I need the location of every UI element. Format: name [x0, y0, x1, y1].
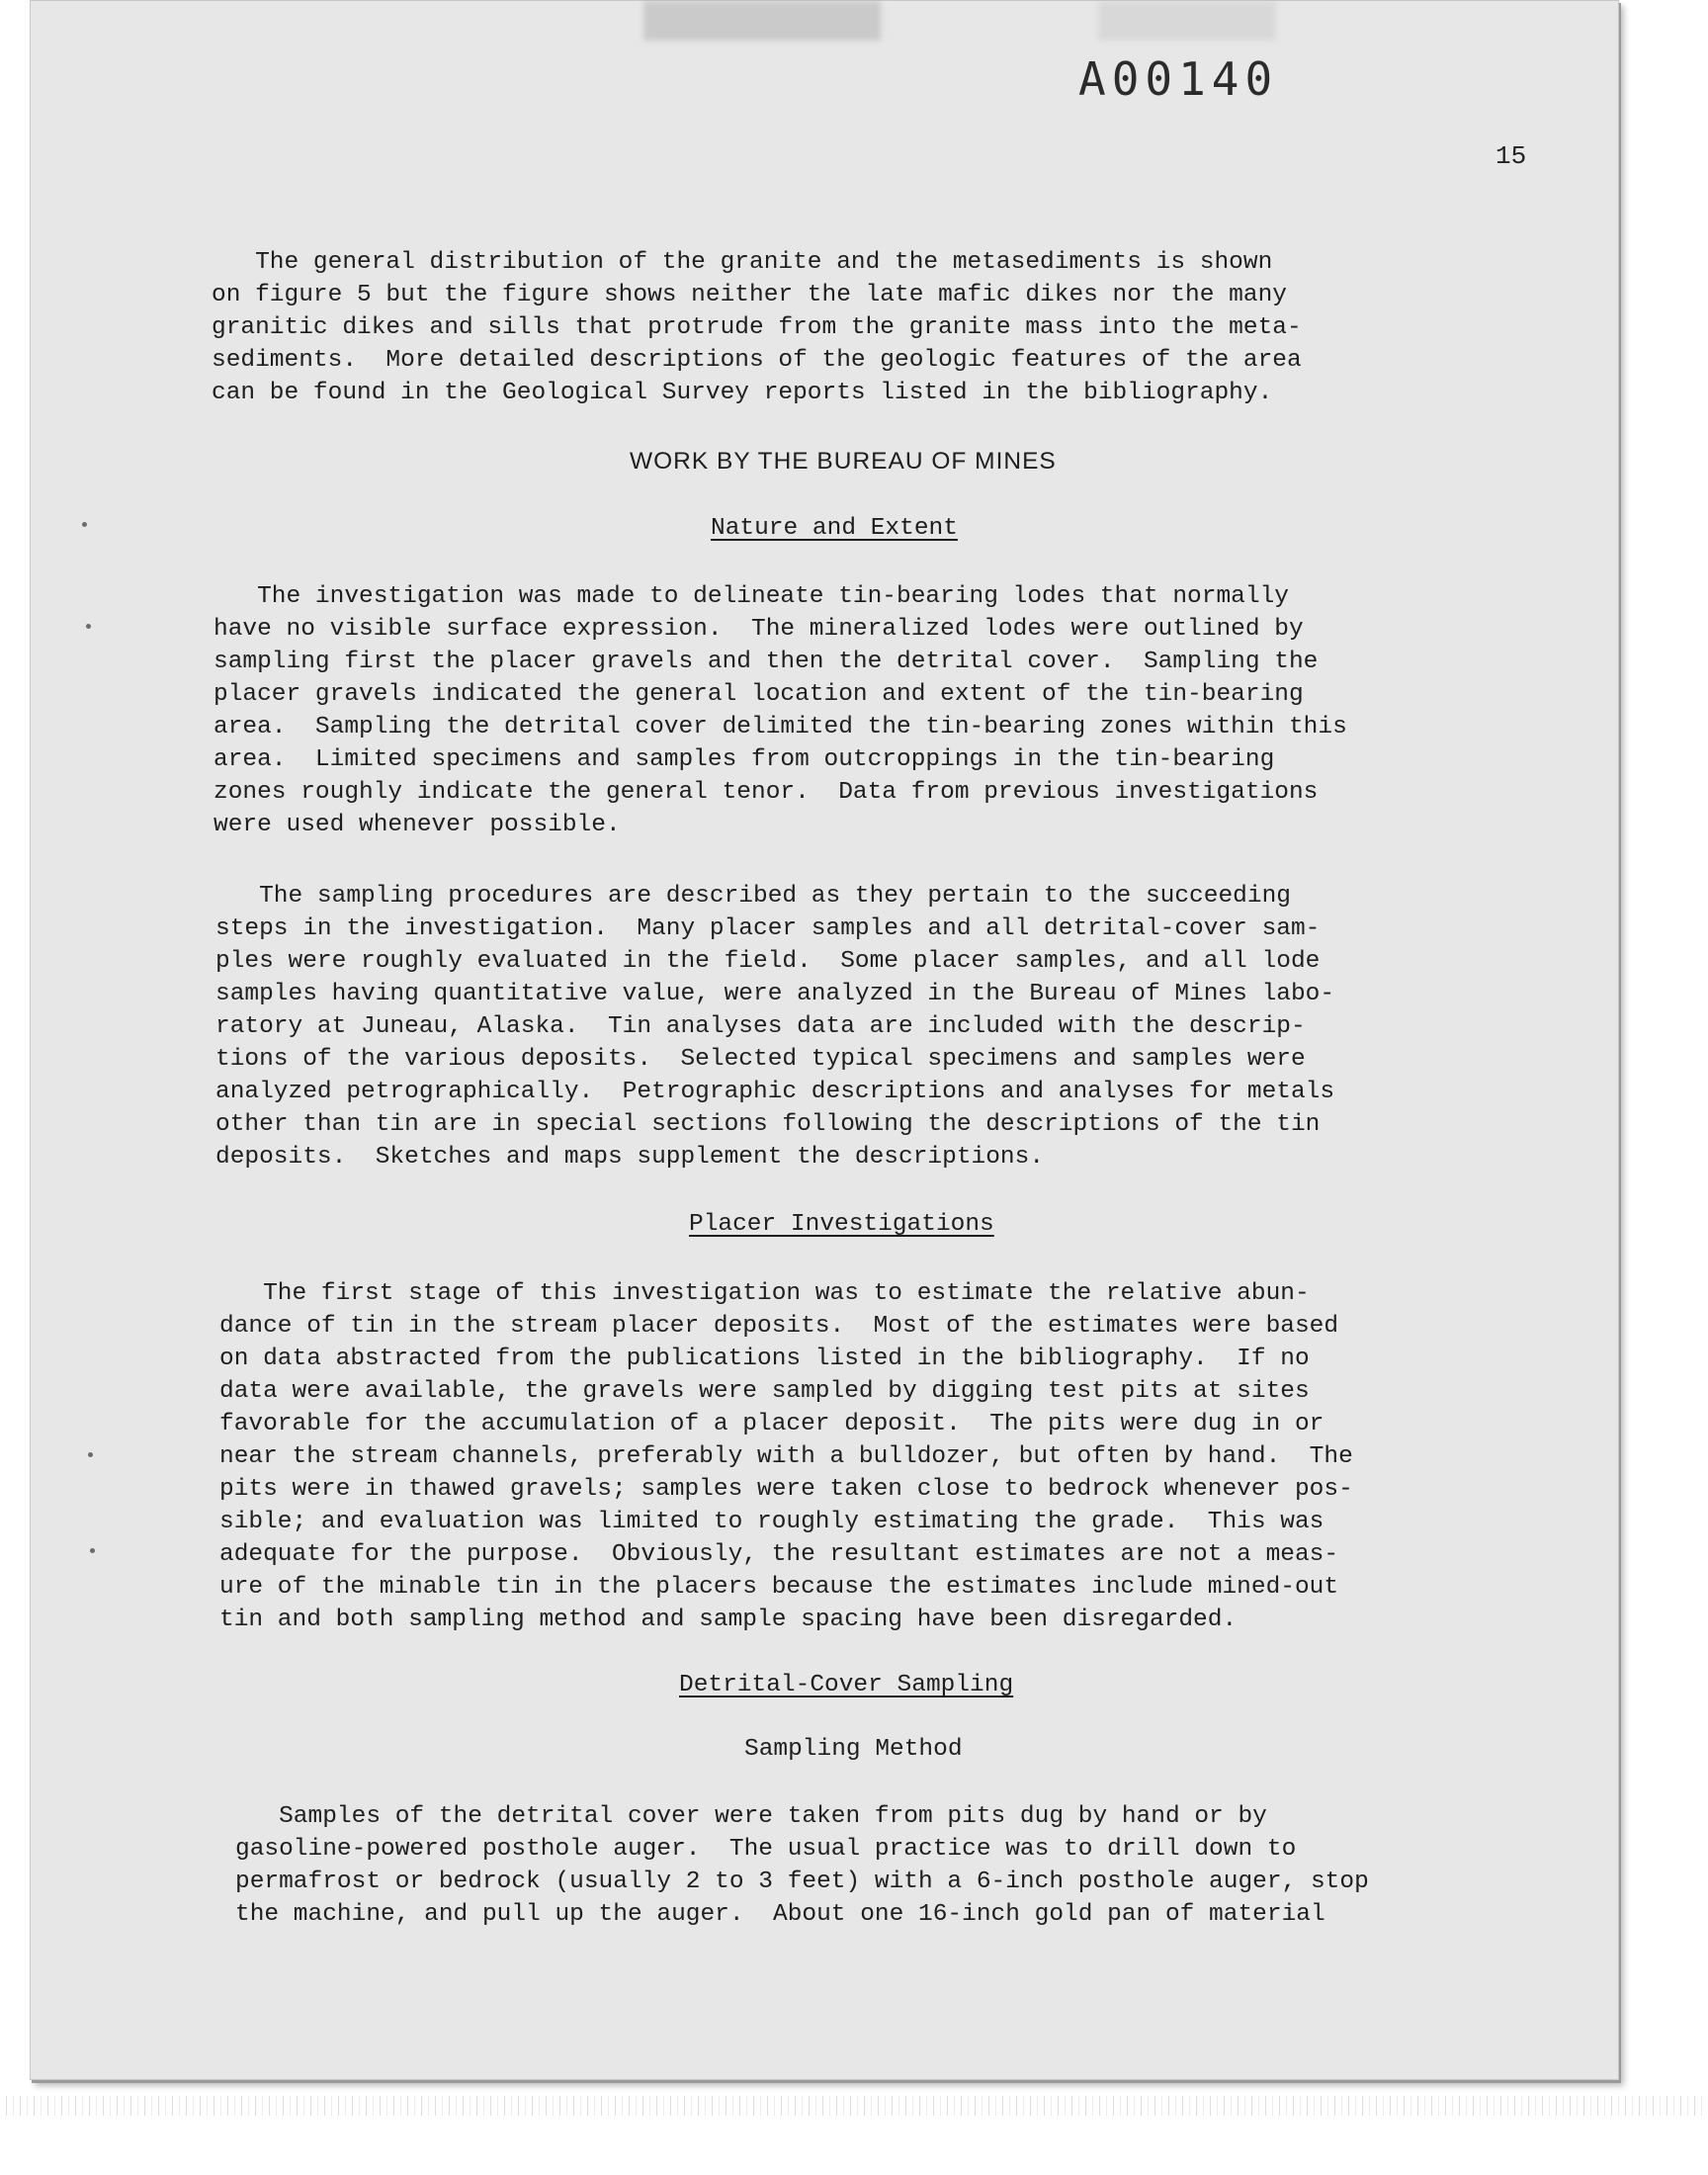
subheading-sampling-method: Sampling Method: [744, 1736, 963, 1763]
subheading-placer-investigations: Placer Investigations: [689, 1211, 994, 1238]
nature-paragraph-2: The sampling procedures are described as they pertain to the succeeding steps in the investigation. Many placer samples and all detrital-cover sam- ples were roughly evaluated in the field. Some placer samples, and all lode samples having quantitative value, were analyzed in the Bureau of Mines labo- ratory at Juneau, Alaska. Tin analyses data are included with the descrip- tions of the various deposits. Selected typical specimens and samples were analyzed petrographically. Petrographic descriptions and analyses for metals other than tin are in special sections following the descriptions of the tin deposits. Sketches and maps supplement the descriptions.: [215, 883, 1335, 1171]
document-stamp-number: A00140: [1078, 52, 1279, 106]
scan-edge-artifact: [0, 2096, 1708, 2116]
margin-mark: [88, 1452, 93, 1457]
placer-paragraph-1: The first stage of this investigation was to estimate the relative abun- dance of tin in the stream placer deposits. Most of the estimates were based on data abstracted from the publications listed in the bibliography. If no data were available, the gravels were sampled by digging test pits at sites favorable for the accumulation of a placer deposit. The pits were dug in or near the stream channels, preferably with a bulldozer, but often by hand. The pits were in thawed gravels; samples were taken close to bedrock whenever pos- sible; and evaluation was limited to roughly estimating the grade. This was adequate for the purpose. Obviously, the resultant estimates are not a meas- ure of the minable tin in the placers because the estimates include mined-out tin and both sampling method and sample spacing have been disregarded.: [219, 1280, 1353, 1633]
margin-mark: [90, 1548, 95, 1553]
nature-paragraph-1: The investigation was made to delineate tin-bearing lodes that normally have no visible surface expression. The mineralized lodes were outlined by sampling first the placer gravels and then the detrital cover. Sampling the placer gravels indicated the general location and extent of the tin-bearing area. Sampling the detrital cover delimited the tin-bearing zones within this area. Limited specimens and samples from outcroppings in the tin-bearing zones roughly indicate the general tenor. Data from previous investigations were used whenever possible.: [214, 583, 1347, 838]
page-number: 15: [1495, 141, 1527, 171]
subheading-detrital-cover-sampling: Detrital-Cover Sampling: [679, 1672, 1014, 1698]
margin-mark: [82, 522, 87, 527]
scan-artifact: [643, 1, 881, 41]
scan-artifact: [1098, 1, 1276, 41]
detrital-paragraph-1: Samples of the detrital cover were taken from pits dug by hand or by gasoline-powered posthole auger. The usual practice was to drill down to permafrost or bedrock (usually 2 to 3 feet) with a 6-inch posthole auger, stop the machine, and pull up the auger. About one 16-inch gold pan of material: [235, 1803, 1369, 1928]
intro-paragraph: The general distribution of the granite and the metasediments is shown on figure 5 but the figure shows neither the late mafic dikes nor the many granitic dikes and sills that protrude from the granite mass into the meta- sediments. More detailed descriptions of the geologic features of the area can be found in the Geological Survey reports listed in the bibliography.: [212, 249, 1302, 406]
margin-mark: [86, 624, 91, 629]
subheading-nature-and-extent: Nature and Extent: [711, 515, 958, 542]
section-heading-work-by-bureau: WORK BY THE BUREAU OF MINES: [630, 448, 1057, 475]
document-page: [30, 0, 1619, 2080]
